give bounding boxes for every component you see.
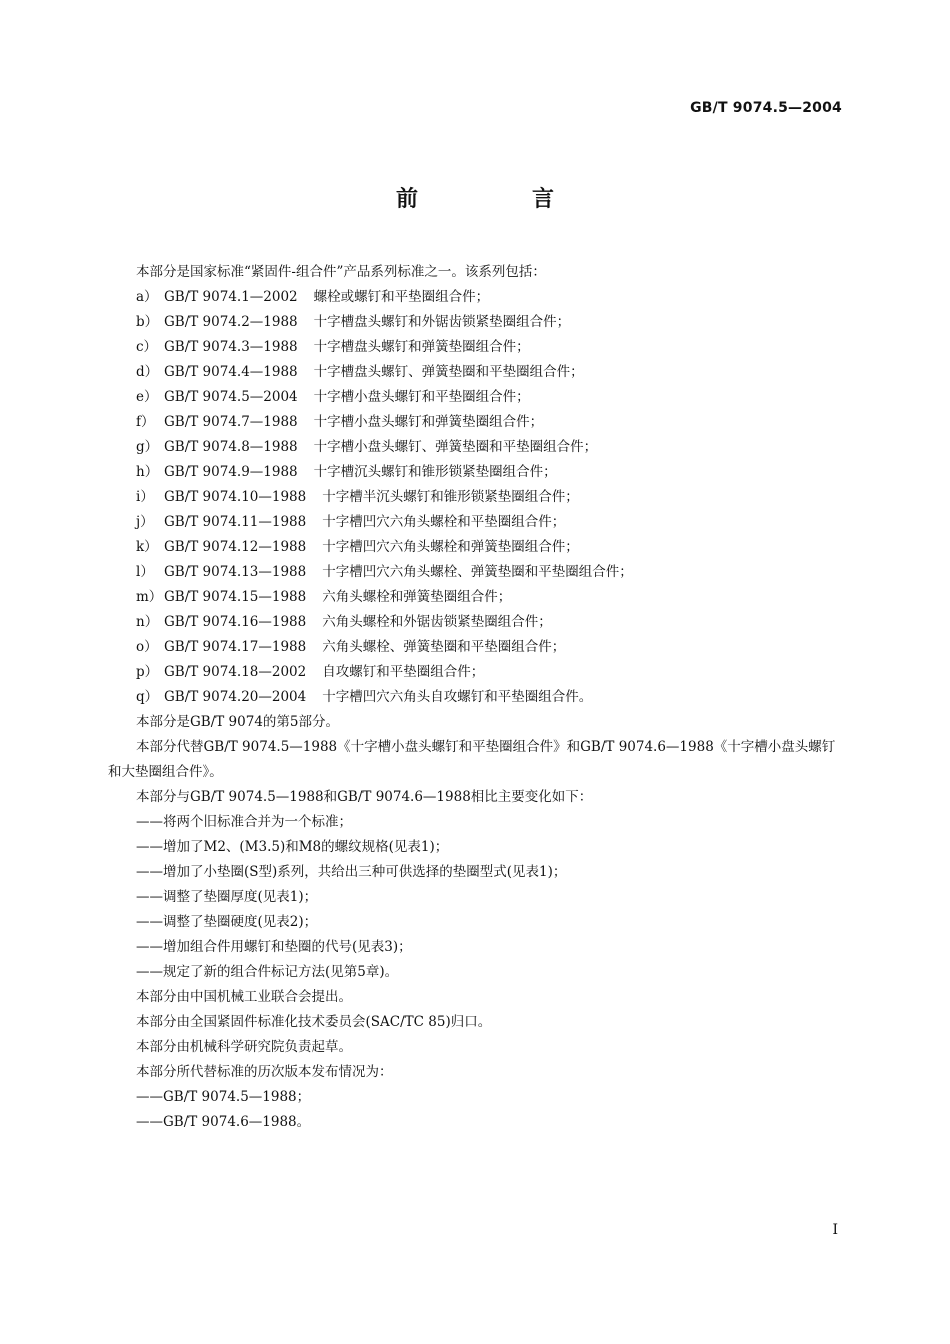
drafted-by-paragraph: 本部分由机械科学研究院负责起草。 (136, 1039, 352, 1055)
list-item-marker: k） (136, 539, 158, 555)
list-item-name: 自攻螺钉和平垫圈组合件； (322, 664, 485, 680)
list-item-code: GB/T 9074.16—1988 (164, 614, 307, 630)
list-item-marker: m） (136, 589, 163, 605)
change-item: ——增加了小垫圈(S型)系列，共给出三种可供选择的垫圈型式(见表1)； (136, 864, 567, 880)
list-item-code: GB/T 9074.4—1988 (164, 364, 298, 380)
list-item-name: 十字槽小盘头螺钉和平垫圈组合件； (313, 389, 530, 405)
list-item-name: 六角头螺栓、弹簧垫圈和平垫圈组合件； (322, 639, 566, 655)
list-item-code: GB/T 9074.1—2002 (164, 289, 298, 305)
list-item (108, 510, 842, 535)
list-item-name: 螺栓或螺钉和平垫圈组合件； (313, 289, 490, 305)
change-item: ——规定了新的组合件标记方法(见第5章)。 (136, 964, 399, 980)
list-item-marker: b） (136, 314, 159, 330)
list-item-code: GB/T 9074.9—1988 (164, 464, 298, 480)
list-item-code: GB/T 9074.2—1988 (164, 314, 298, 330)
list-item (108, 635, 842, 660)
list-item (108, 435, 842, 460)
list-item-marker: j） (136, 514, 154, 530)
list-item-marker: l） (136, 564, 154, 580)
list-item-name: 十字槽凹穴六角头螺栓、弹簧垫圈和平垫圈组合件； (322, 564, 633, 580)
list-item-marker: n） (136, 614, 159, 630)
list-item-code: GB/T 9074.15—1988 (164, 589, 307, 605)
list-item (108, 585, 842, 610)
history-item: ——GB/T 9074.5—1988； (136, 1089, 311, 1105)
list-item (108, 285, 842, 310)
list-item-name: 六角头螺栓和外锯齿锁紧垫圈组合件； (322, 614, 552, 630)
list-item-name: 十字槽沉头螺钉和锥形锁紧垫圈组合件； (313, 464, 557, 480)
list-item-marker: c） (136, 339, 158, 355)
list-item (108, 610, 842, 635)
list-item (108, 335, 842, 360)
list-item-name: 十字槽盘头螺钉、弹簧垫圈和平垫圈组合件； (313, 364, 584, 380)
list-item-marker: f） (136, 414, 155, 430)
change-item: ——调整了垫圈硬度(见表2)； (136, 914, 318, 930)
list-item-name: 六角头螺栓和弹簧垫圈组合件； (322, 589, 512, 605)
list-item-marker: g） (136, 439, 159, 455)
list-item (108, 360, 842, 385)
series-list (108, 285, 842, 710)
changes-intro-paragraph: 本部分与GB/T 9074.5—1988和GB/T 9074.6—1988相比主要变化如下： (136, 789, 593, 805)
list-item (108, 410, 842, 435)
list-item-code: GB/T 9074.8—1988 (164, 439, 298, 455)
list-item (108, 535, 842, 560)
history-item: ——GB/T 9074.6—1988。 (136, 1114, 311, 1130)
history-list (108, 1085, 842, 1135)
header-standard-code: GB/T 9074.5—2004 (690, 100, 842, 116)
list-item-code: GB/T 9074.7—1988 (164, 414, 298, 430)
list-item (108, 560, 842, 585)
list-item (108, 485, 842, 510)
history-intro-paragraph: 本部分所代替标准的历次版本发布情况为： (136, 1064, 393, 1080)
list-item-code: GB/T 9074.3—1988 (164, 339, 298, 355)
change-item: ——调整了垫圈厚度(见表1)； (136, 889, 318, 905)
list-item-name: 十字槽凹穴六角头螺栓和弹簧垫圈组合件； (322, 539, 579, 555)
list-item-name: 十字槽凹穴六角头自攻螺钉和平垫圈组合件。 (322, 689, 593, 705)
list-item (108, 460, 842, 485)
list-item-marker: q） (136, 689, 159, 705)
list-item (108, 685, 842, 710)
list-item-code: GB/T 9074.10—1988 (164, 489, 307, 505)
centralized-by-paragraph: 本部分由全国紧固件标准化技术委员会(SAC/TC 85)归口。 (136, 1014, 492, 1030)
list-item-marker: e） (136, 389, 158, 405)
list-item (108, 385, 842, 410)
part-of-paragraph: 本部分是GB/T 9074的第5部分。 (136, 714, 339, 730)
page-number: I (832, 1222, 838, 1238)
list-item-marker: h） (136, 464, 159, 480)
list-item-name: 十字槽半沉头螺钉和锥形锁紧垫圈组合件； (322, 489, 579, 505)
list-item-code: GB/T 9074.17—1988 (164, 639, 307, 655)
list-item (108, 310, 842, 335)
list-item-code: GB/T 9074.18—2002 (164, 664, 307, 680)
change-item: ——将两个旧标准合并为一个标准； (136, 814, 352, 830)
change-item: ——增加了M2、(M3.5)和M8的螺纹规格(见表1)； (136, 839, 449, 855)
changes-list (108, 810, 842, 985)
list-item-code: GB/T 9074.13—1988 (164, 564, 307, 580)
list-item-code: GB/T 9074.12—1988 (164, 539, 307, 555)
list-item-code: GB/T 9074.5—2004 (164, 389, 298, 405)
page-title: 前 言 (395, 187, 600, 212)
list-item-marker: o） (136, 639, 158, 655)
list-item-code: GB/T 9074.20—2004 (164, 689, 307, 705)
list-item-name: 十字槽小盘头螺钉、弹簧垫圈和平垫圈组合件； (313, 439, 598, 455)
list-item-code: GB/T 9074.11—1988 (164, 514, 307, 530)
document-body (108, 260, 842, 1135)
list-item-name: 十字槽盘头螺钉和外锯齿锁紧垫圈组合件； (313, 314, 571, 330)
list-item-marker: i） (136, 489, 154, 505)
list-item (108, 660, 842, 685)
list-item-marker: a） (136, 289, 158, 305)
list-item-name: 十字槽凹穴六角头螺栓和平垫圈组合件； (322, 514, 566, 530)
list-item-name: 十字槽盘头螺钉和弹簧垫圈组合件； (313, 339, 530, 355)
replaces-paragraph: 本部分代替GB/T 9074.5—1988《十字槽小盘头螺钉和平垫圈组合件》和GB/T 9074.6—1988《十字槽小盘头螺钉和大垫圈组合件》。 (108, 739, 836, 780)
change-item: ——增加组合件用螺钉和垫圈的代号(见表3)； (136, 939, 412, 955)
list-item-marker: d） (136, 364, 159, 380)
intro-paragraph: 本部分是国家标准“紧固件-组合件”产品系列标准之一。该系列包括： (136, 264, 546, 280)
list-item-marker: p） (136, 664, 159, 680)
proposed-by-paragraph: 本部分由中国机械工业联合会提出。 (136, 989, 352, 1005)
list-item-name: 十字槽小盘头螺钉和弹簧垫圈组合件； (313, 414, 544, 430)
